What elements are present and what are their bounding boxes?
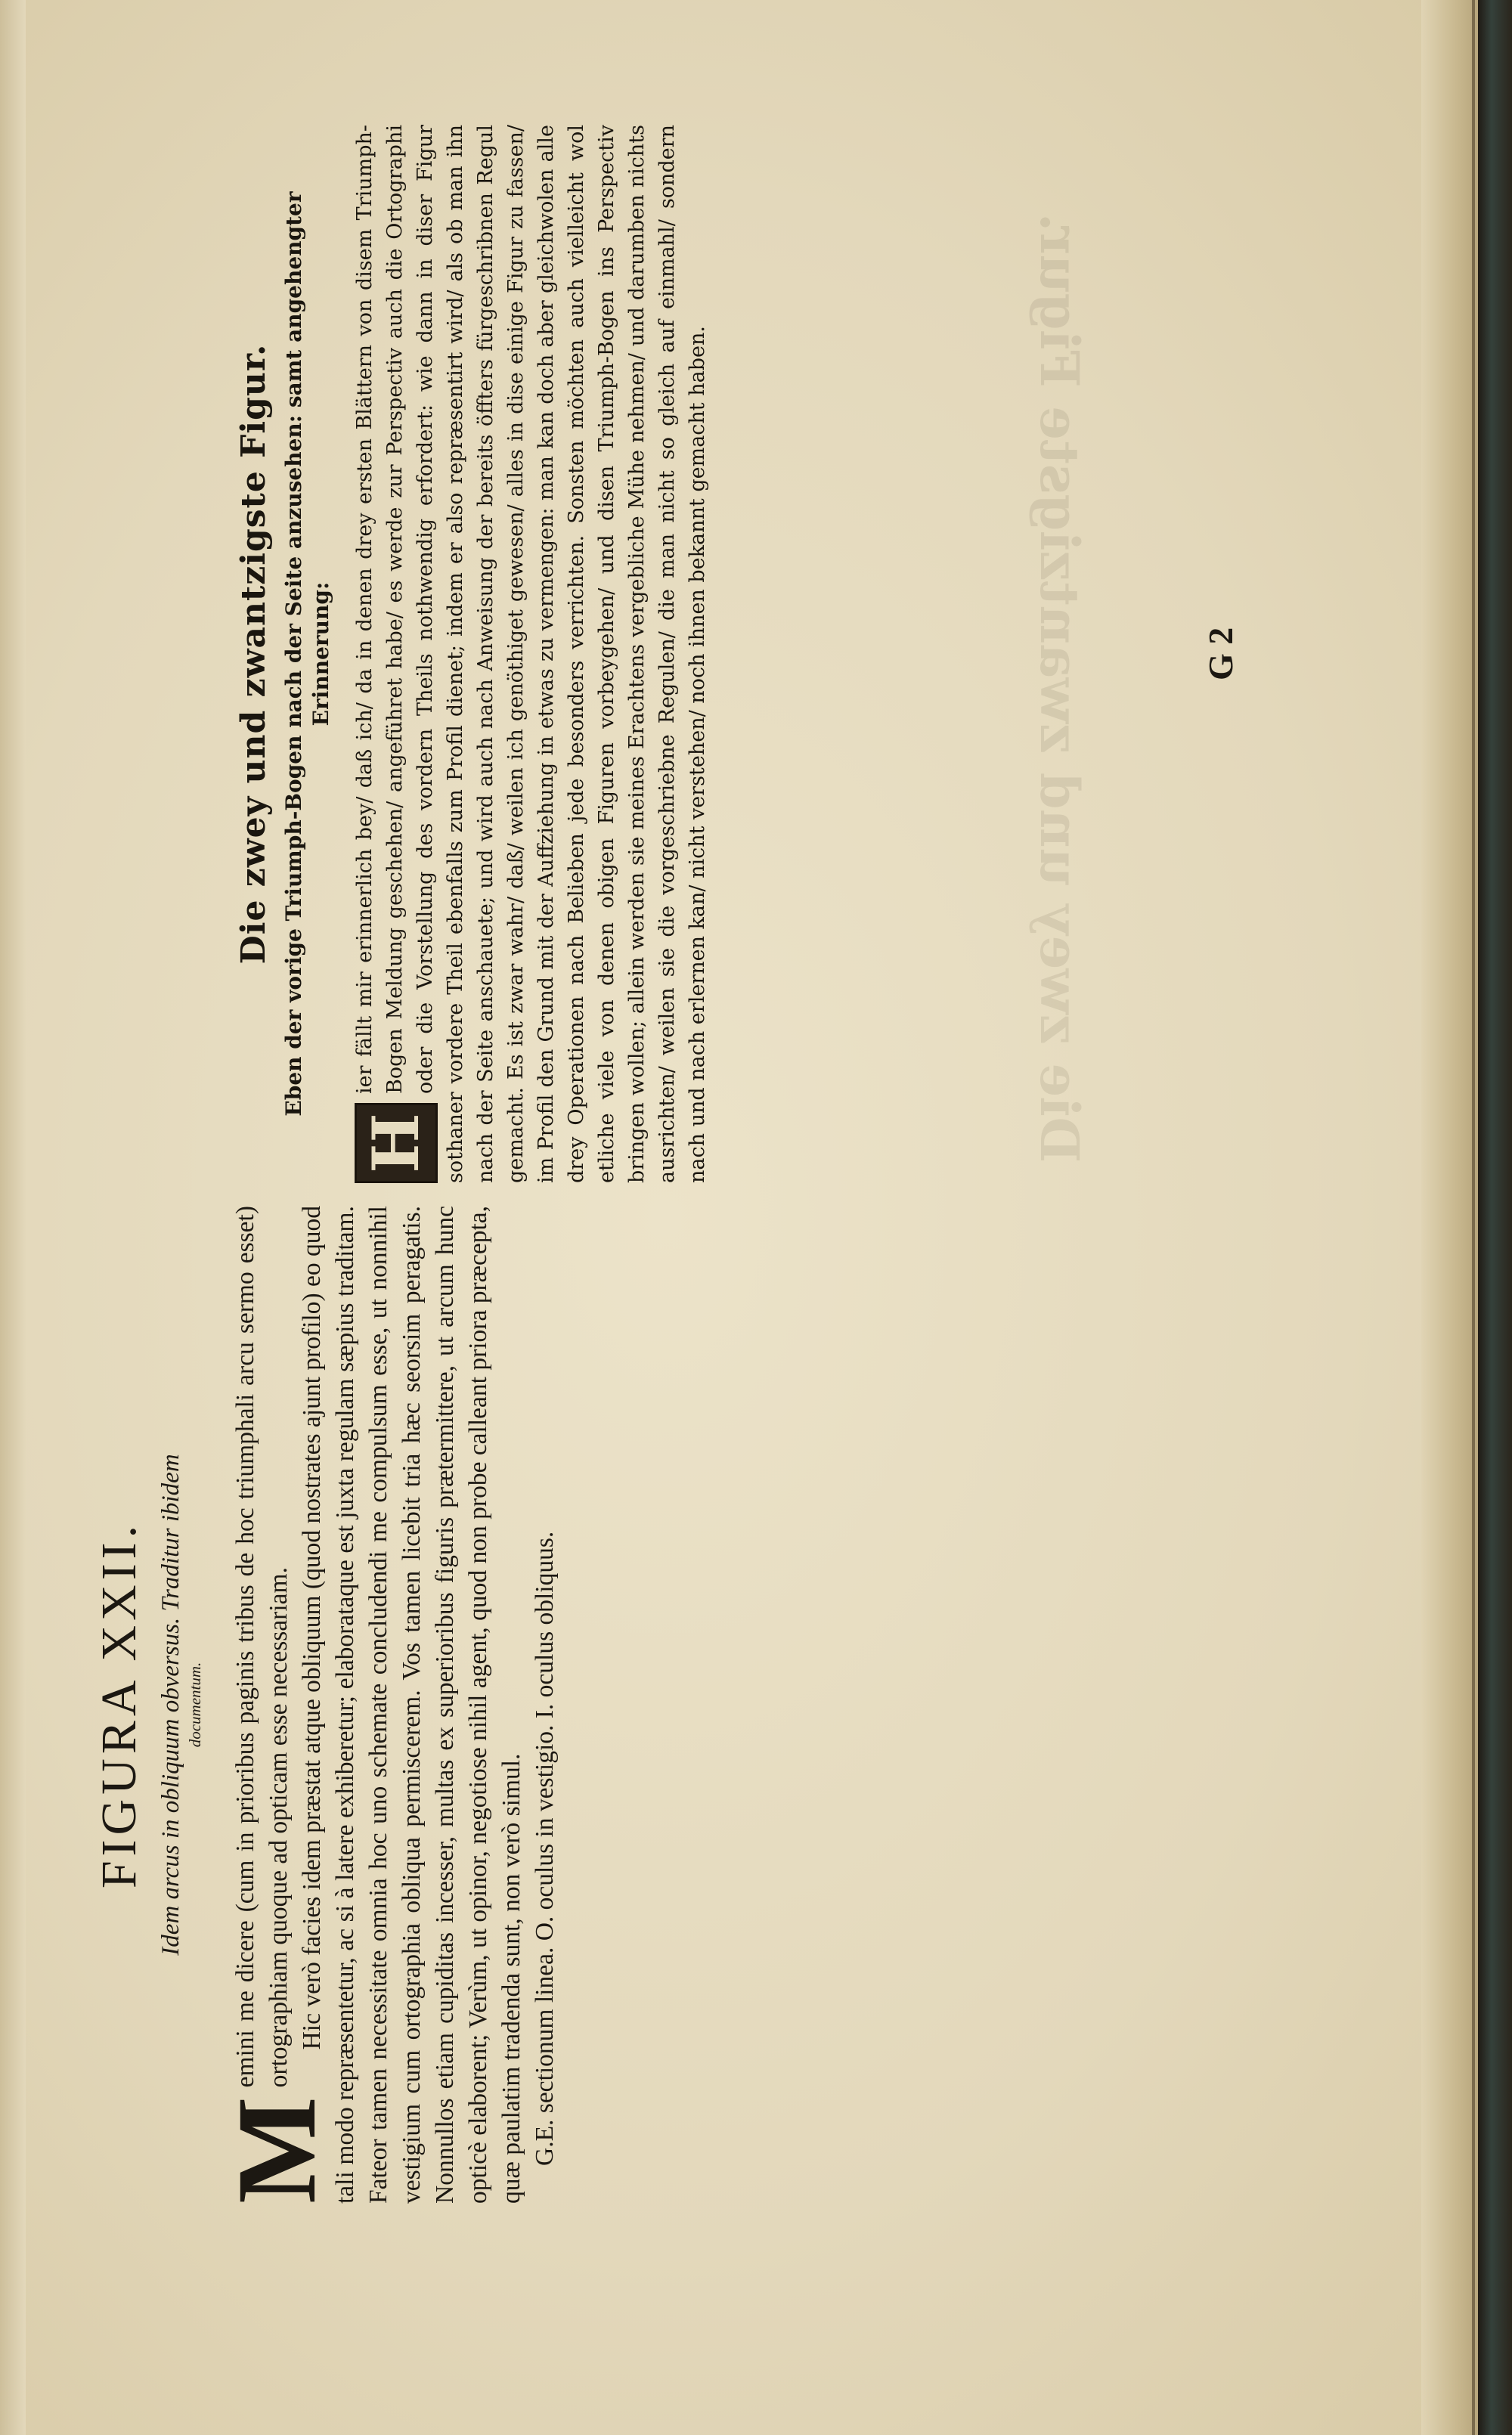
- signature-mark: G 2: [1201, 627, 1240, 680]
- german-paragraph: [350, 125, 713, 1183]
- latin-drop-cap: M: [214, 2096, 339, 2204]
- latin-subtitle-continued: documentum.: [186, 1662, 204, 1748]
- german-paragraph-text: ier fällt mir erinnerlich bey/ daß ich/ da in denen drey ersten Blättern von disem Triumph-Bogen Meldung geschehen/ angeführet habe/ es werde zur Perspectiv auch die Ortographi oder die Vorstellung des vordern Theils nothwendig erfordert: wie dann in diser Figur sothaner vordere Theil ebenfalls zum Profil dienet; indem er also repræsentirt wird/ als ob man ihn nach der Seite anschauete; und wird auch nach Anweisung der bereits öffters fürgeschribnen Regul gemacht. Es ist zwar wahr/ daß/ weilen ich genöthiget gewesen/ alles in dise einige Figur zu fassen/ im Profil den Grund mit der Auffziehung in etwas zu vermengen: man kan doch aber gleichwolen alle drey Operationen nach Belieben jede besonders verrichten. Sonsten möchten auch vielleicht wol etliche viele von denen obigen Figuren vorbeygehen/ und disen Triumph-Bogen ins Perspectiv bringen wollen; allein werden sie meines Erachtens vergebliche Mühe nehmen/ und darumben nichts ausrichten/ weilen sie die vorgeschriebne Regulen/ die man nicht so gleich auf einmahl/ sondern nach und nach erlernen kan/ nicht verstehen/ noch ihnen bekannt gemacht haben.: [353, 125, 709, 1183]
- german-subtitle: Eben der vorige Triumph-Bogen nach der Seite anzusehen: samt angehengter Erinnerung:: [281, 191, 333, 1117]
- book-binding: [1478, 0, 1512, 2435]
- latin-legend: G.E. sectionum linea. O. oculus in vestigio. I. oculus obliquus.: [531, 1531, 559, 2166]
- german-column: [234, 125, 713, 1183]
- latin-paragraph-2: Hic verò facies idem præstat atque obliquum (quod nostrates ajunt profilo) eo quod tali modo repræsentetur, ac si à latere exhiberetur; elaborataque est juxta regulam sæpius traditam. Fateor tamen necessitate omnia hoc uno schemate concludendi me compulsum esse, ut nonnihil vestigium cum ortographia obliqua permiscerem. Vos tamen licebit tria hæc seorsim peragatis. Nonnullos etiam cupiditas incesser, multas ex superioribus figuris prætermittere, ut arcum hunc opticè elaborent; Verùm, ut opinor, negotiose nihil agent, quod non probe calleant priora præcepta, quæ paulatim tradenda sunt, non verò simul.: [298, 1206, 525, 2204]
- german-drop-cap: H: [355, 1103, 438, 1183]
- german-title: Die zwey und zwantzigste Figur.: [234, 343, 273, 965]
- latin-column: [91, 1206, 562, 2204]
- latin-title: FIGURA XXII.: [91, 1520, 147, 1889]
- rotated-text-block: [0, 45, 1361, 2359]
- latin-subtitle: Idem arcus in obliquum obversus. Traditur ibidem: [157, 1454, 184, 1956]
- latin-paragraph-1-text: emini me dicere (cum in prioribus paginis tribus de hoc triumphali arcu sermo esset) ortographiam quoque ad opticam esse necessariam.: [231, 1206, 293, 2088]
- latin-paragraph-1: [214, 1206, 339, 2204]
- show-through-text: Die zwey und zwantzigste Figur.: [1028, 212, 1091, 1163]
- page-edge-shadow: [1421, 0, 1478, 2435]
- page-edge-line: [1472, 0, 1475, 2435]
